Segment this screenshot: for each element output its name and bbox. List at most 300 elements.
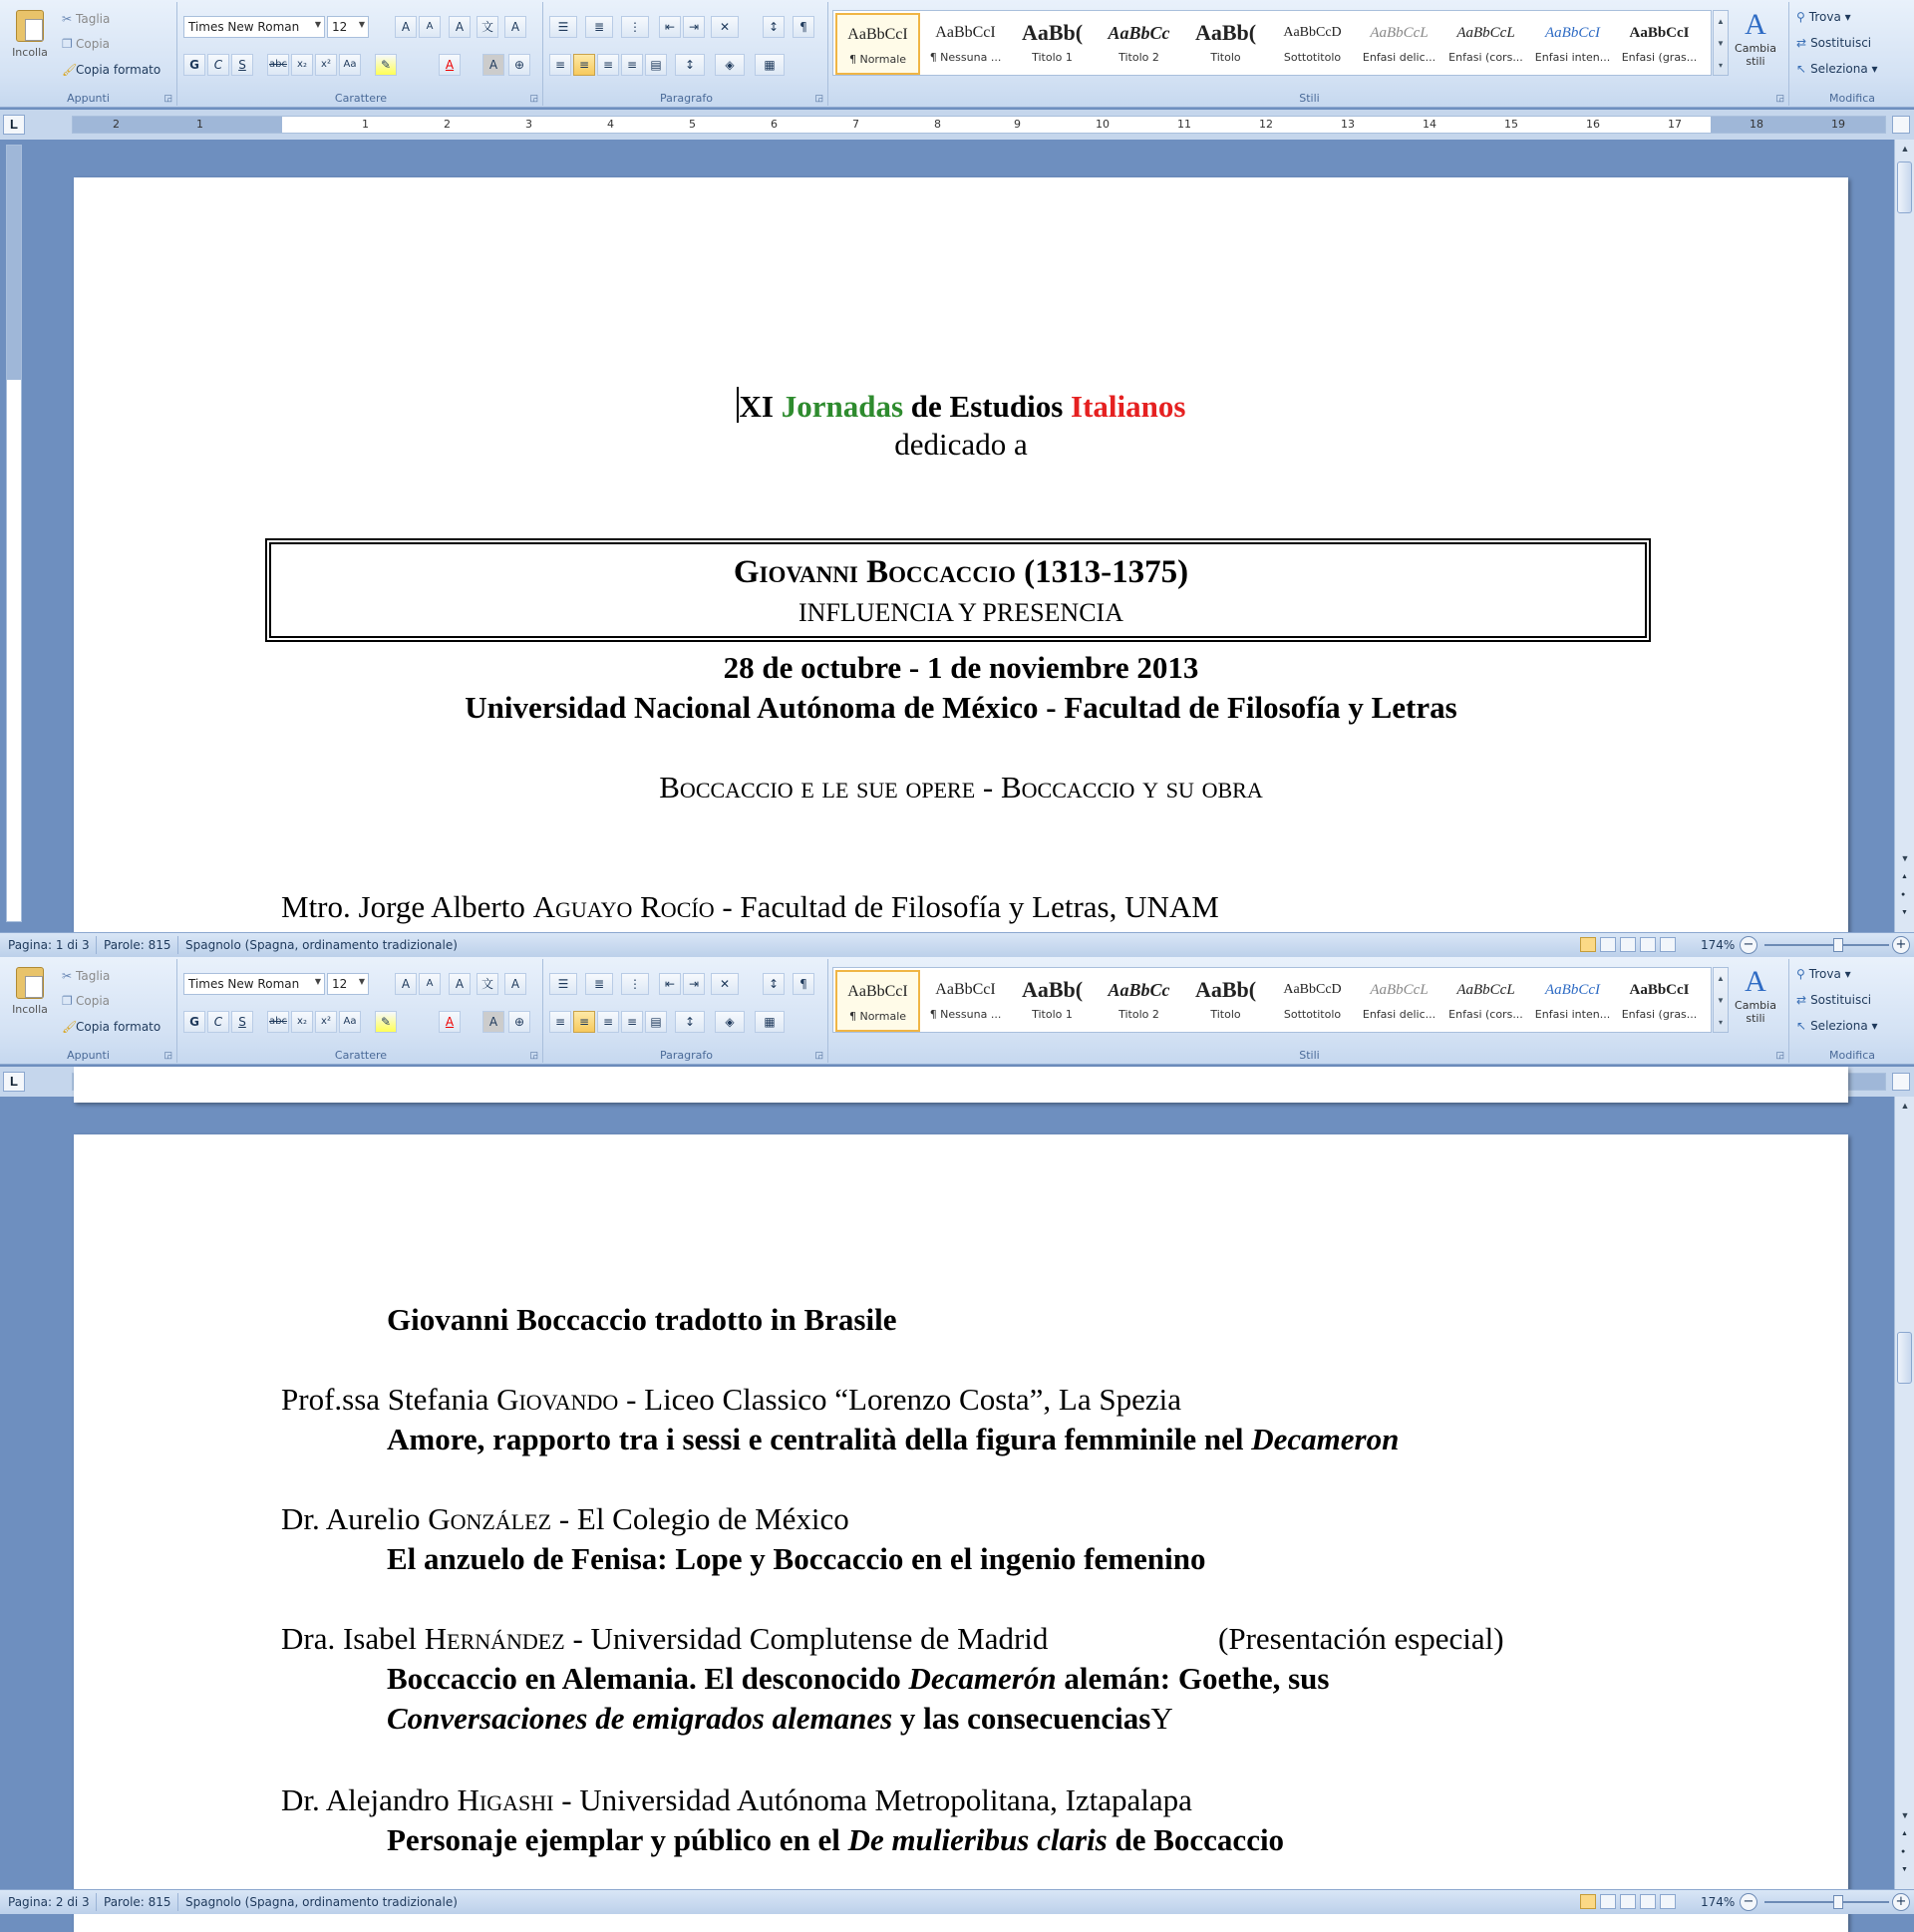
event-heading: [74, 387, 1848, 425]
copy-icon: ❐: [62, 37, 73, 51]
shading-button[interactable]: ◈: [715, 54, 745, 76]
chevron-down-icon: ▼: [358, 20, 365, 29]
asian-layout-button[interactable]: ✕: [711, 973, 739, 995]
subscript-button[interactable]: x₂: [291, 1011, 313, 1033]
scroll-up-icon[interactable]: ▲: [1900, 1101, 1910, 1111]
borders-button[interactable]: ▦: [755, 1011, 785, 1033]
format-painter-button[interactable]: [62, 63, 160, 77]
style-tile-subtitle[interactable]: [1270, 13, 1355, 75]
change-case-button[interactable]: Aa: [339, 1011, 361, 1033]
ruler-number: 10: [1096, 118, 1110, 131]
dialog-launcher-icon[interactable]: ◲: [529, 1050, 538, 1060]
char-border-button[interactable]: A: [504, 16, 526, 38]
style-sample: AaBbCcI: [847, 983, 908, 1000]
ribbon: [0, 0, 1914, 108]
cut-label: Taglia: [76, 969, 111, 983]
talk-title-text: y las consecuencias: [892, 1701, 1151, 1736]
font-name-combo[interactable]: [183, 973, 325, 995]
italic-button[interactable]: C: [207, 1011, 229, 1033]
speaker-line: [281, 1782, 1192, 1818]
style-tile-heading-1[interactable]: [1010, 970, 1095, 1032]
style-tile-strong[interactable]: [1617, 13, 1702, 75]
print-layout-icon[interactable]: [1580, 937, 1596, 952]
web-layout-icon[interactable]: [1620, 1894, 1636, 1909]
speaker-title: Mtro. Jorge Alberto: [281, 889, 533, 924]
replace-button[interactable]: [1796, 36, 1871, 50]
ruler-number: 1: [196, 118, 203, 131]
style-name: Titolo: [1210, 51, 1241, 64]
sort-button[interactable]: ↕: [763, 973, 785, 995]
scroll-down-icon[interactable]: ▼: [1900, 853, 1910, 863]
change-styles-button[interactable]: [1731, 8, 1780, 84]
underline-button[interactable]: S: [231, 54, 253, 76]
talk-title-text: Boccaccio en Alemania. El desconocido: [387, 1661, 909, 1696]
vertical-ruler[interactable]: [6, 145, 22, 922]
align-center-button[interactable]: ≡: [573, 1011, 595, 1033]
style-tile-normal[interactable]: [835, 13, 920, 75]
vertical-scrollbar[interactable]: [1894, 140, 1914, 932]
zoom-level[interactable]: 174%: [1701, 938, 1736, 952]
style-name: ¶ Normale: [848, 1010, 907, 1023]
font-name-value: Times New Roman: [188, 20, 300, 34]
paste-button[interactable]: [8, 967, 52, 1037]
status-page[interactable]: Pagina: 1 di 3: [8, 938, 90, 952]
paragraph-group-label: Paragrafo: [660, 1049, 713, 1062]
talk-title-continued: [387, 1701, 1173, 1737]
chevron-down-icon[interactable]: ▼: [1717, 39, 1725, 48]
zoom-thumb[interactable]: [1833, 1895, 1843, 1909]
ruler-number: 9: [1014, 118, 1021, 131]
status-language[interactable]: Spagnolo (Spagna, ordinamento tradizionale): [185, 938, 458, 952]
style-name: Enfasi delic...: [1362, 1008, 1436, 1021]
style-sample: AaBbCcD: [1283, 982, 1342, 997]
font-name-value: Times New Roman: [188, 977, 300, 991]
binoculars-icon: ⚲: [1796, 10, 1805, 24]
chevron-down-icon[interactable]: ▼: [1717, 996, 1725, 1005]
distributed-button[interactable]: ▤: [645, 54, 667, 76]
ruler-top-margin: [7, 146, 21, 380]
print-layout-icon[interactable]: [1580, 1894, 1596, 1909]
ruler-number: 18: [1750, 118, 1763, 131]
scissors-icon: ✂: [62, 12, 73, 26]
highlighter-icon: ✎: [380, 1015, 392, 1029]
special-note: (Presentación especial): [1218, 1621, 1504, 1656]
prev-page-icon[interactable]: ▲: [1901, 1830, 1908, 1837]
style-tile-intense-emphasis[interactable]: [1530, 13, 1615, 75]
superscript-button[interactable]: x²: [315, 54, 337, 76]
zoom-out-icon[interactable]: −: [1740, 936, 1757, 954]
speaker-line: [281, 1382, 1181, 1418]
speaker-affiliation: - Liceo Classico “Lorenzo Costa”, La Spezia: [618, 1382, 1181, 1417]
style-name: Titolo 2: [1118, 1008, 1159, 1021]
style-sample: AaBbCcL: [1456, 982, 1515, 998]
format-painter-button[interactable]: [62, 1020, 160, 1034]
style-tile-intense-emphasis[interactable]: [1530, 970, 1615, 1032]
select-label: Seleziona: [1810, 1019, 1868, 1033]
editing-group-label: Modifica: [1829, 1049, 1875, 1062]
sort-button[interactable]: ↕: [763, 16, 785, 38]
style-sample: AaBbCcI: [1545, 982, 1600, 998]
styles-group-label: Stili: [1299, 92, 1320, 105]
paste-button[interactable]: [8, 10, 52, 80]
heading-part-1: XI: [739, 389, 782, 424]
copy-label: Copia: [76, 994, 111, 1008]
zoom-slider[interactable]: [1764, 1901, 1889, 1903]
status-words[interactable]: Parole: 815: [104, 938, 171, 952]
style-tile-title[interactable]: [1183, 13, 1268, 75]
styles-group-label: Stili: [1299, 1049, 1320, 1062]
chevron-down-icon: ▼: [314, 20, 321, 29]
change-styles-icon: A: [1745, 8, 1766, 41]
ruler-number: 14: [1423, 118, 1436, 131]
show-marks-button[interactable]: ¶: [793, 16, 814, 38]
speaker-surname: González: [428, 1501, 552, 1536]
decrease-indent-button[interactable]: ⇤: [659, 16, 681, 38]
style-tile-normal[interactable]: [835, 970, 920, 1032]
tab-selector[interactable]: L: [3, 115, 25, 135]
talk-title: [387, 1422, 1399, 1457]
scroll-down-icon[interactable]: ▼: [1900, 1810, 1910, 1820]
copy-button[interactable]: [62, 37, 110, 51]
speaker-line: [281, 1501, 849, 1537]
style-sample: AaBbCcI: [1545, 25, 1600, 41]
copy-icon: ❐: [62, 994, 73, 1008]
view-ruler-toggle[interactable]: [1892, 116, 1910, 134]
style-name: Titolo 1: [1032, 1008, 1073, 1021]
align-right-button[interactable]: ≡: [597, 54, 619, 76]
dedication-line: dedicado a: [894, 427, 1028, 462]
more-icon[interactable]: ▾: [1718, 1018, 1723, 1027]
full-screen-icon[interactable]: [1600, 937, 1616, 952]
gallery-scroll[interactable]: [1713, 967, 1729, 1033]
talk-title-italic: De mulieribus claris: [847, 1822, 1108, 1857]
brush-icon: 🖌: [62, 1020, 78, 1034]
style-name: Enfasi (gras...: [1621, 1008, 1698, 1021]
select-button[interactable]: ↖ Seleziona ▾: [1796, 1019, 1878, 1033]
style-sample: AaBbCcL: [1370, 982, 1429, 998]
document-area[interactable]: [28, 1097, 1894, 1889]
font-color-button[interactable]: A: [439, 1011, 461, 1033]
speaker-affiliation: - Universidad Complutense de Madrid: [564, 1621, 1049, 1656]
status-page[interactable]: Pagina: 2 di 3: [8, 1895, 90, 1909]
next-page-icon[interactable]: ▼: [1901, 1866, 1908, 1873]
style-sample: AaBb(: [1021, 977, 1084, 1002]
zoom-thumb[interactable]: [1833, 938, 1843, 952]
font-name-combo[interactable]: [183, 16, 325, 38]
scroll-thumb[interactable]: [1897, 1332, 1912, 1384]
style-name: Titolo 1: [1032, 51, 1073, 64]
zoom-slider[interactable]: [1764, 944, 1889, 946]
speaker-title: Dra. Isabel: [281, 1621, 425, 1656]
cut-button[interactable]: [62, 969, 110, 983]
heading-part-2: Jornadas: [781, 389, 904, 424]
style-tile-no-spacing[interactable]: [923, 970, 1008, 1032]
grow-font-button[interactable]: A: [395, 16, 417, 38]
style-tile-heading-2[interactable]: [1097, 970, 1181, 1032]
align-left-button[interactable]: ≡: [549, 1011, 571, 1033]
dialog-launcher-icon[interactable]: ◲: [814, 93, 823, 103]
find-button[interactable]: ⚲ Trova ▾: [1796, 10, 1851, 24]
speaker-affiliation: - Universidad Autónoma Metropolitana, Iztapalapa: [553, 1782, 1192, 1817]
distributed-button[interactable]: ▤: [645, 1011, 667, 1033]
talk-title: [387, 1661, 1329, 1697]
style-name: Enfasi (cors...: [1448, 51, 1523, 64]
ruler-number: 8: [934, 118, 941, 131]
view-ruler-toggle[interactable]: [1892, 1073, 1910, 1091]
cut-label: Taglia: [76, 12, 111, 26]
speaker-surname: Hernández: [424, 1621, 565, 1656]
paragraph-group: [545, 959, 828, 1063]
talk-title: [387, 1822, 1284, 1858]
multilevel-list-button[interactable]: ⋮: [621, 973, 649, 995]
shrink-font-button[interactable]: A: [419, 973, 441, 995]
clipboard-group: [0, 959, 177, 1063]
increase-indent-button[interactable]: ⇥: [683, 16, 705, 38]
horizontal-ruler[interactable]: [72, 116, 1886, 134]
paste-label: Incolla: [12, 46, 48, 59]
change-styles-label: Cambia stili: [1735, 999, 1776, 1025]
paragraph-group-label: Paragrafo: [660, 92, 713, 105]
style-name: Sottotitolo: [1283, 51, 1342, 64]
copy-label: Copia: [76, 37, 111, 51]
increase-indent-button[interactable]: ⇥: [683, 973, 705, 995]
zoom-level[interactable]: 174%: [1701, 1895, 1736, 1909]
style-tile-subtle-emphasis[interactable]: [1357, 970, 1441, 1032]
ruler-number: 6: [771, 118, 778, 131]
paste-label: Incolla: [12, 1003, 48, 1016]
align-center-button[interactable]: ≡: [573, 54, 595, 76]
style-tile-emphasis[interactable]: [1443, 13, 1528, 75]
font-group: [179, 2, 543, 106]
ruler-row: [0, 110, 1914, 140]
scissors-icon: ✂: [62, 969, 73, 983]
style-tile-subtitle[interactable]: [1270, 970, 1355, 1032]
talk-title-text: de Boccaccio: [1107, 1822, 1285, 1857]
style-sample: AaBb(: [1194, 20, 1257, 45]
dialog-launcher-icon[interactable]: ◲: [529, 93, 538, 103]
strikethrough-button[interactable]: abc: [267, 54, 289, 76]
scroll-thumb[interactable]: [1897, 161, 1912, 213]
find-label: Trova: [1808, 967, 1841, 981]
bold-button[interactable]: G: [183, 1011, 205, 1033]
full-screen-icon[interactable]: [1600, 1894, 1616, 1909]
style-name: ¶ Nessuna ...: [929, 1008, 1002, 1021]
numbering-button[interactable]: ≣: [585, 973, 613, 995]
binoculars-icon: ⚲: [1796, 967, 1805, 981]
replace-label: Sostituisci: [1810, 36, 1872, 50]
page-2[interactable]: [74, 1134, 1848, 1932]
strikethrough-button[interactable]: abc: [267, 1011, 289, 1033]
font-size-value: 12: [332, 20, 348, 34]
font-group: [179, 959, 543, 1063]
justify-button[interactable]: ≡: [621, 54, 643, 76]
style-tile-emphasis[interactable]: [1443, 970, 1528, 1032]
ruler-number: 17: [1668, 118, 1682, 131]
style-tile-title[interactable]: [1183, 970, 1268, 1032]
decrease-indent-button[interactable]: ⇤: [659, 973, 681, 995]
ruler-number: 15: [1504, 118, 1518, 131]
tab-selector[interactable]: L: [3, 1072, 25, 1092]
dialog-launcher-icon[interactable]: ◲: [1775, 93, 1784, 103]
draft-icon[interactable]: [1660, 937, 1676, 952]
cursor-icon: ↖: [1796, 1019, 1807, 1033]
dialog-launcher-icon[interactable]: ◲: [1775, 1050, 1784, 1060]
vertical-scrollbar[interactable]: [1894, 1097, 1914, 1889]
speaker-affiliation-abbr: UNAM: [1124, 889, 1219, 924]
status-bar: [0, 932, 1914, 957]
font-size-value: 12: [332, 977, 348, 991]
find-button[interactable]: ⚲ Trova ▾: [1796, 967, 1851, 981]
line-spacing-button[interactable]: ↕: [675, 54, 705, 76]
highlight-button[interactable]: [375, 1011, 397, 1033]
text-cursor: [737, 387, 739, 423]
talk-title-text: Personaje ejemplar y público en el: [387, 1822, 848, 1857]
highlight-button[interactable]: [375, 54, 397, 76]
outline-icon[interactable]: [1640, 937, 1656, 952]
style-name: Titolo 2: [1118, 51, 1159, 64]
web-layout-icon[interactable]: [1620, 937, 1636, 952]
char-border-button[interactable]: A: [504, 973, 526, 995]
char-shading-button[interactable]: A: [482, 1011, 504, 1033]
phonetic-guide-button[interactable]: 文: [477, 16, 498, 38]
style-name: ¶ Nessuna ...: [929, 51, 1002, 64]
ruler-number: 4: [607, 118, 614, 131]
multilevel-list-button[interactable]: ⋮: [621, 16, 649, 38]
ruler-number: 19: [1831, 118, 1845, 131]
phonetic-guide-button[interactable]: 文: [477, 973, 498, 995]
line-spacing-button[interactable]: ↕: [675, 1011, 705, 1033]
style-name: Sottotitolo: [1283, 1008, 1342, 1021]
browse-object-icon[interactable]: ●: [1901, 891, 1906, 898]
style-gallery: [832, 10, 1712, 76]
dialog-launcher-icon[interactable]: ◲: [814, 1050, 823, 1060]
replace-button[interactable]: [1796, 993, 1871, 1007]
style-tile-heading-1[interactable]: [1010, 13, 1095, 75]
scroll-up-icon[interactable]: ▲: [1900, 144, 1910, 154]
more-icon[interactable]: ▾: [1718, 61, 1723, 70]
font-size-combo[interactable]: [327, 16, 369, 38]
style-name: Enfasi delic...: [1362, 51, 1436, 64]
font-group-label: Carattere: [334, 92, 388, 105]
borders-button[interactable]: ▦: [755, 54, 785, 76]
style-name: Enfasi inten...: [1534, 1008, 1611, 1021]
style-tile-heading-2[interactable]: [1097, 13, 1181, 75]
talk-title-text: alemán: Goethe, sus: [1056, 1661, 1330, 1696]
style-sample: AaBb(: [1194, 977, 1257, 1002]
next-page-icon[interactable]: ▼: [1901, 909, 1908, 916]
select-button[interactable]: ↖ Seleziona ▾: [1796, 62, 1878, 76]
copy-button[interactable]: [62, 994, 110, 1008]
shrink-font-button[interactable]: A: [419, 16, 441, 38]
cursor-icon: ↖: [1796, 62, 1807, 76]
change-styles-label: Cambia stili: [1735, 42, 1776, 68]
superscript-button[interactable]: x²: [315, 1011, 337, 1033]
chevron-up-icon[interactable]: ▲: [1717, 974, 1725, 983]
style-tile-strong[interactable]: [1617, 970, 1702, 1032]
zoom-in-icon[interactable]: +: [1892, 1893, 1910, 1911]
style-name: ¶ Normale: [848, 53, 907, 66]
ruler-number: 1: [362, 118, 369, 131]
style-sample: AaBb(: [1021, 20, 1084, 45]
align-right-button[interactable]: ≡: [597, 1011, 619, 1033]
clear-format-button[interactable]: A: [449, 973, 471, 995]
style-sample: AaBbCcL: [1370, 25, 1429, 41]
enclose-char-button[interactable]: ⊕: [508, 1011, 530, 1033]
enclose-char-button[interactable]: ⊕: [508, 54, 530, 76]
style-tile-subtle-emphasis[interactable]: [1357, 13, 1441, 75]
font-size-combo[interactable]: [327, 973, 369, 995]
show-marks-button[interactable]: ¶: [793, 973, 814, 995]
dialog-launcher-icon[interactable]: ◲: [163, 93, 172, 103]
change-styles-icon: A: [1745, 965, 1766, 998]
change-case-button[interactable]: Aa: [339, 54, 361, 76]
gallery-scroll[interactable]: [1713, 10, 1729, 76]
speaker-line: [281, 1621, 1048, 1657]
outline-icon[interactable]: [1640, 1894, 1656, 1909]
bullets-button[interactable]: ☰: [549, 16, 577, 38]
italic-button[interactable]: C: [207, 54, 229, 76]
talk-title-italic: Decameron: [1251, 1422, 1400, 1456]
style-name: Enfasi (gras...: [1621, 51, 1698, 64]
view-buttons: [1580, 937, 1690, 953]
chevron-up-icon[interactable]: ▲: [1717, 17, 1725, 26]
align-left-button[interactable]: ≡: [549, 54, 571, 76]
style-sample: AaBbCc: [1108, 980, 1170, 1000]
talk-title: Giovanni Boccaccio tradotto in Brasile: [387, 1302, 897, 1337]
draft-icon[interactable]: [1660, 1894, 1676, 1909]
zoom-in-icon[interactable]: +: [1892, 936, 1910, 954]
replace-icon: ⇄: [1796, 36, 1807, 50]
paste-icon: [16, 967, 44, 999]
underline-button[interactable]: S: [231, 1011, 253, 1033]
bullets-button[interactable]: ☰: [549, 973, 577, 995]
browse-object-icon[interactable]: ●: [1901, 1848, 1906, 1855]
status-words[interactable]: Parole: 815: [104, 1895, 171, 1909]
page-1[interactable]: [74, 177, 1848, 975]
status-language[interactable]: Spagnolo (Spagna, ordinamento tradizionale): [185, 1895, 458, 1909]
style-tile-no-spacing[interactable]: [923, 13, 1008, 75]
bold-button[interactable]: G: [183, 54, 205, 76]
speaker-line: [281, 889, 1219, 925]
justify-button[interactable]: ≡: [621, 1011, 643, 1033]
zoom-out-icon[interactable]: −: [1740, 1893, 1757, 1911]
prev-page-icon[interactable]: ▲: [1901, 873, 1908, 880]
font-color-button[interactable]: A: [439, 54, 461, 76]
subscript-button[interactable]: x₂: [291, 54, 313, 76]
style-sample: AaBbCcI: [1629, 25, 1690, 41]
clear-format-button[interactable]: A: [449, 16, 471, 38]
font-group-label: Carattere: [334, 1049, 388, 1062]
numbering-button[interactable]: ≣: [585, 16, 613, 38]
char-shading-button[interactable]: A: [482, 54, 504, 76]
ruler-number: 2: [113, 118, 120, 131]
page-1-bottom-edge: [74, 1067, 1848, 1103]
style-sample: AaBbCcI: [935, 24, 996, 41]
change-styles-button[interactable]: [1731, 965, 1780, 1041]
ruler-number: 11: [1177, 118, 1191, 131]
view-buttons: [1580, 1894, 1690, 1910]
style-sample: AaBbCcI: [1629, 982, 1690, 998]
style-name: Titolo: [1210, 1008, 1241, 1021]
grow-font-button[interactable]: A: [395, 973, 417, 995]
ruler-number: 2: [444, 118, 451, 131]
asian-layout-button[interactable]: ✕: [711, 16, 739, 38]
document-area[interactable]: [28, 140, 1894, 932]
dialog-launcher-icon[interactable]: ◲: [163, 1050, 172, 1060]
box-subtitle: INFLUENCIA Y PRESENCIA: [798, 598, 1123, 627]
cut-button[interactable]: [62, 12, 110, 26]
shading-button[interactable]: ◈: [715, 1011, 745, 1033]
